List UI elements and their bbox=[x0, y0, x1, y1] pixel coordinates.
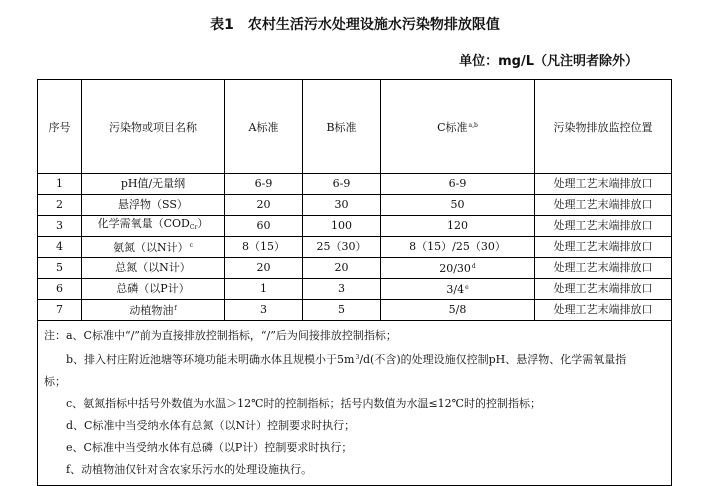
cell-item: 总磷（以P计） bbox=[82, 279, 225, 300]
cell-item bbox=[82, 216, 225, 237]
note-b-continued: 标； bbox=[44, 375, 66, 388]
discharge-limits-table bbox=[37, 79, 672, 486]
cell-a: 20 bbox=[225, 258, 303, 279]
header-a: A标准 bbox=[225, 80, 303, 174]
cell-b: 25（30） bbox=[303, 237, 381, 258]
cell-c-sup: d bbox=[471, 263, 476, 270]
table-row bbox=[38, 195, 672, 216]
cell-location: 处理工艺末端排放口 bbox=[535, 279, 672, 300]
cell-seq: 7 bbox=[38, 300, 82, 321]
cell-b: 30 bbox=[303, 195, 381, 216]
cell-c: 6-9 bbox=[381, 174, 535, 195]
header-c-sup: a,b bbox=[468, 121, 478, 129]
header-c bbox=[381, 80, 535, 174]
note-a: 注：a、C标准中“/”前为直接排放控制指标，“/”后为间接排放控制指标； bbox=[44, 329, 397, 342]
table-row bbox=[38, 237, 672, 258]
cell-item: 悬浮物（SS） bbox=[82, 195, 225, 216]
table-title: 表1 农村生活污水处理设施水污染物排放限值 bbox=[210, 17, 500, 33]
table-row bbox=[38, 216, 672, 237]
cell-seq: 3 bbox=[38, 216, 82, 237]
cell-c: 120 bbox=[381, 216, 535, 237]
cell-a: 6-9 bbox=[225, 174, 303, 195]
header-c-label: C标准 bbox=[437, 120, 468, 134]
cell-item-text: 动植物油 bbox=[129, 304, 174, 317]
cell-item: 总氮（以N计） bbox=[82, 258, 225, 279]
cell-item-text: 氨氮（以N计） bbox=[113, 241, 189, 254]
cell-b: 100 bbox=[303, 216, 381, 237]
cell-item bbox=[82, 300, 225, 321]
cell-c bbox=[381, 279, 535, 300]
header-seq: 序号 bbox=[38, 80, 82, 174]
cell-location: 处理工艺末端排放口 bbox=[535, 216, 672, 237]
cell-item: pH值/无量纲 bbox=[82, 174, 225, 195]
cell-seq: 6 bbox=[38, 279, 82, 300]
note-f: f、动植物油仅针对含农家乐污水的处理设施执行。 bbox=[66, 463, 313, 476]
cell-item-text: 化学需氧量（COD bbox=[97, 217, 190, 230]
cell-item-tail: ） bbox=[197, 217, 209, 230]
cell-a: 1 bbox=[225, 279, 303, 300]
note-b-pre: b、排入村庄附近池塘等环境功能未明确水体且规模小于5m bbox=[66, 353, 355, 366]
cell-item bbox=[82, 237, 225, 258]
cell-c: 5/8 bbox=[381, 300, 535, 321]
table-row bbox=[38, 300, 672, 321]
note-b-sup: 3 bbox=[355, 354, 360, 361]
header-b: B标准 bbox=[303, 80, 381, 174]
cell-c-text: 20/30 bbox=[439, 262, 471, 275]
cell-a: 3 bbox=[225, 300, 303, 321]
cell-item-sup: f bbox=[174, 305, 177, 312]
cell-location: 处理工艺末端排放口 bbox=[535, 195, 672, 216]
cell-seq: 1 bbox=[38, 174, 82, 195]
cell-c: 8（15）/25（30） bbox=[381, 237, 535, 258]
cell-c-text: 3/4 bbox=[446, 283, 465, 296]
cell-b: 20 bbox=[303, 258, 381, 279]
cell-a: 20 bbox=[225, 195, 303, 216]
cell-item-sub: Cr bbox=[189, 224, 198, 231]
cell-a: 60 bbox=[225, 216, 303, 237]
header-row bbox=[38, 80, 672, 174]
cell-b: 6-9 bbox=[303, 174, 381, 195]
note-b-post: /d(不含)的处理设施仅控制pH、悬浮物、化学需氧量指 bbox=[359, 353, 627, 366]
cell-location: 处理工艺末端排放口 bbox=[535, 237, 672, 258]
header-item: 污染物或项目名称 bbox=[82, 80, 225, 174]
note-b bbox=[44, 347, 663, 371]
cell-item-sup: c bbox=[189, 242, 193, 249]
cell-location: 处理工艺末端排放口 bbox=[535, 174, 672, 195]
cell-c bbox=[381, 258, 535, 279]
note-c: c、氨氮指标中括号外数值为水温＞12℃时的控制指标；括号内数值为水温≤12℃时的控制指标； bbox=[66, 397, 541, 410]
cell-a: 8（15） bbox=[225, 237, 303, 258]
table-row bbox=[38, 279, 672, 300]
cell-b: 5 bbox=[303, 300, 381, 321]
table-row bbox=[38, 258, 672, 279]
notes-row bbox=[38, 321, 672, 486]
table-row bbox=[38, 174, 672, 195]
cell-b: 3 bbox=[303, 279, 381, 300]
cell-seq: 2 bbox=[38, 195, 82, 216]
notes-cell bbox=[38, 321, 672, 486]
cell-seq: 5 bbox=[38, 258, 82, 279]
header-location: 污染物排放监控位置 bbox=[535, 80, 672, 174]
cell-c-sup: e bbox=[465, 284, 469, 291]
note-d: d、C标准中当受纳水体有总氮（以N计）控制要求时执行； bbox=[66, 419, 356, 432]
unit-note: 单位：mg/L（凡注明者除外） bbox=[459, 54, 638, 69]
cell-seq: 4 bbox=[38, 237, 82, 258]
cell-location: 处理工艺末端排放口 bbox=[535, 300, 672, 321]
cell-location: 处理工艺末端排放口 bbox=[535, 258, 672, 279]
cell-c: 50 bbox=[381, 195, 535, 216]
note-e: e、C标准中当受纳水体有总磷（以P计）控制要求时执行； bbox=[66, 441, 353, 454]
